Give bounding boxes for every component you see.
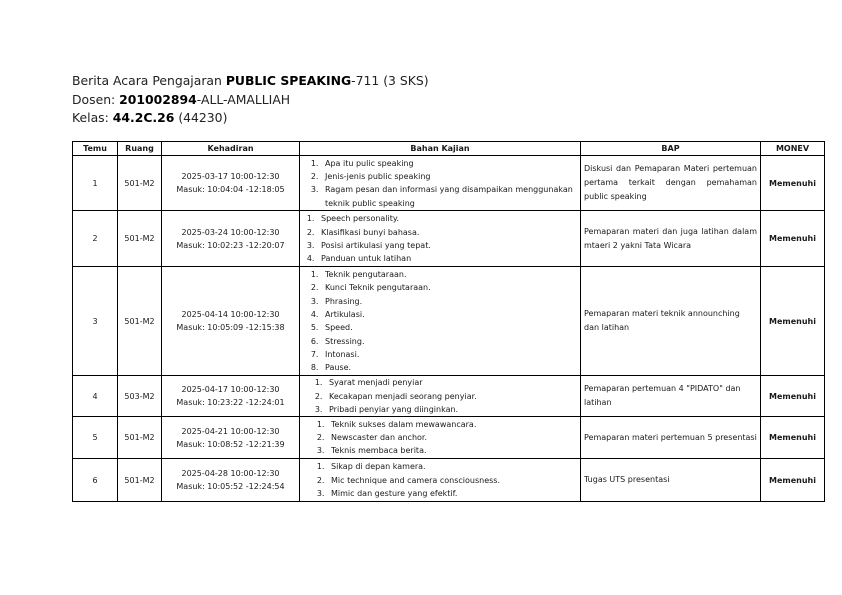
list-item: 3. Teknis membaca berita. [327,444,577,457]
course-name: PUBLIC SPEAKING [225,73,352,88]
kelas-suffix: (44230) [174,110,228,126]
dosen-id: 201002894 [119,91,197,107]
masuk-text: Masuk: 10:02:23 -12:20:07 [176,240,285,250]
list-item: 3. Ragam pesan dan informasi yang disampaikan menggunakan teknik public speaking [321,183,577,210]
list-item: 2. Jenis-jenis public speaking [321,170,577,183]
list-item: 6. Stressing. [321,335,577,348]
list-item: 3. Mimic dan gesture yang efektif. [327,487,577,500]
masuk-text: Masuk: 10:05:09 -12:15:38 [176,323,285,333]
jadwal-text: 2025-03-24 10:00-12:30 [181,227,280,237]
list-item: 2. Mic technique and camera consciousness. [327,474,577,487]
kelas-code: 44.2C.26 [112,110,175,126]
cell-monev: Memenuhi [761,211,825,267]
table-row [73,376,825,417]
cell-bap: Pemaparan pertemuan 4 "PIDATO" dan latihan [581,376,761,417]
cell-ruang: 501-M2 [118,156,162,211]
list-item: 1. Sikap di depan kamera. [327,460,577,473]
list-item: 1. Teknik sukses dalam mewawancara. [327,418,577,431]
list-item: 1. Apa itu pulic speaking [321,157,577,170]
cell-bahan-kajian [300,211,581,267]
masuk-text: Masuk: 10:08:52 -12:21:39 [176,439,285,449]
dosen-label: Dosen: [72,91,120,107]
cell-monev: Memenuhi [761,417,825,459]
course-suffix: -711 (3 SKS) [351,73,429,88]
cell-kehadiran [162,211,300,267]
cell-ruang: 501-M2 [118,417,162,459]
masuk-text: Masuk: 10:04:04 -12:18:05 [176,185,285,195]
cell-monev: Memenuhi [761,267,825,376]
cell-bap: Pemaparan materi pertemuan 5 presentasi [581,417,761,459]
jadwal-text: 2025-03-17 10:00-12:30 [181,172,280,181]
cell-ruang: 503-M2 [118,376,162,417]
jadwal-text: 2025-04-17 10:00-12:30 [181,385,280,394]
cell-kehadiran [162,267,300,376]
cell-kehadiran [162,459,300,502]
list-item: 7. Intonasi. [321,348,577,361]
list-item: 2. Newscaster dan anchor. [327,431,577,444]
bahan-list [303,376,577,416]
col-header-monev: MONEV [761,142,825,156]
jadwal-text: 2025-04-28 10:00-12:30 [181,469,280,478]
table-row [73,211,825,267]
list-item: 3. Posisi artikulasi yang tepat. [317,239,577,252]
bahan-list [303,212,577,265]
col-header-bahan-kajian: Bahan Kajian [300,142,581,156]
cell-bahan-kajian [300,267,581,376]
list-item: 3. Pribadi penyiar yang diinginkan. [325,403,577,416]
course-line [72,72,429,91]
cell-bap: Diskusi dan Pemaparan Materi pertemuan pertama terkait dengan pemahaman public speaking [581,156,761,211]
kelas-label: Kelas: [72,110,113,126]
cell-ruang: 501-M2 [118,211,162,267]
cell-bahan-kajian [300,376,581,417]
kelas-line [72,109,429,128]
cell-bap: Pemaparan materi teknik announching dan latihan [581,267,761,376]
course-prefix: Berita Acara Pengajaran [72,73,226,88]
bap-table [72,141,825,502]
col-header-ruang: Ruang [118,142,162,156]
list-item: 4. Artikulasi. [321,308,577,321]
bahan-list [303,268,577,374]
cell-temu: 2 [73,211,118,267]
cell-ruang: 501-M2 [118,459,162,502]
list-item: 1. Teknik pengutaraan. [321,268,577,281]
cell-bap: Pemaparan materi dan juga latihan dalam mtaeri 2 yakni Tata Wicara [581,211,761,267]
dosen-line [72,91,429,110]
table-row [73,156,825,211]
list-item: 2. Klasifikasi bunyi bahasa. [317,226,577,239]
jadwal-text: 2025-04-21 10:00-12:30 [181,426,280,436]
list-item: 5. Speed. [321,321,577,334]
cell-kehadiran [162,376,300,417]
table-row [73,267,825,376]
list-item: 8. Pause. [321,361,577,374]
col-header-kehadiran: Kehadiran [162,142,300,156]
masuk-text: Masuk: 10:23:22 -12:24:01 [176,398,285,408]
list-item: 1. Speech personality. [317,212,577,225]
cell-bahan-kajian [300,459,581,502]
dosen-name: -ALL-AMALLIAH [196,91,291,107]
cell-monev: Memenuhi [761,459,825,502]
table-row [73,459,825,502]
cell-bahan-kajian [300,417,581,459]
list-item: 1. Syarat menjadi penyiar [325,376,577,389]
col-header-bap: BAP [581,142,761,156]
masuk-text: Masuk: 10:05:52 -12:24:54 [176,482,285,492]
document-header [72,72,429,128]
cell-bahan-kajian [300,156,581,211]
list-item: 2. Kunci Teknik pengutaraan. [321,281,577,294]
cell-temu: 3 [73,267,118,376]
list-item: 4. Panduan untuk latihan [317,252,577,265]
list-item: 3. Phrasing. [321,295,577,308]
cell-kehadiran [162,417,300,459]
cell-temu: 6 [73,459,118,502]
jadwal-text: 2025-04-14 10:00-12:30 [181,310,280,319]
list-item: 2. Kecakapan menjadi seorang penyiar. [325,390,577,403]
bahan-list [303,418,577,458]
cell-temu: 4 [73,376,118,417]
col-header-temu: Temu [73,142,118,156]
cell-kehadiran [162,156,300,211]
cell-monev: Memenuhi [761,156,825,211]
bahan-list [303,460,577,500]
cell-bap: Tugas UTS presentasi [581,459,761,502]
table-header-row [73,142,825,156]
table-row [73,417,825,459]
cell-ruang: 501-M2 [118,267,162,376]
cell-temu: 5 [73,417,118,459]
bahan-list [303,157,577,210]
cell-monev: Memenuhi [761,376,825,417]
cell-temu: 1 [73,156,118,211]
